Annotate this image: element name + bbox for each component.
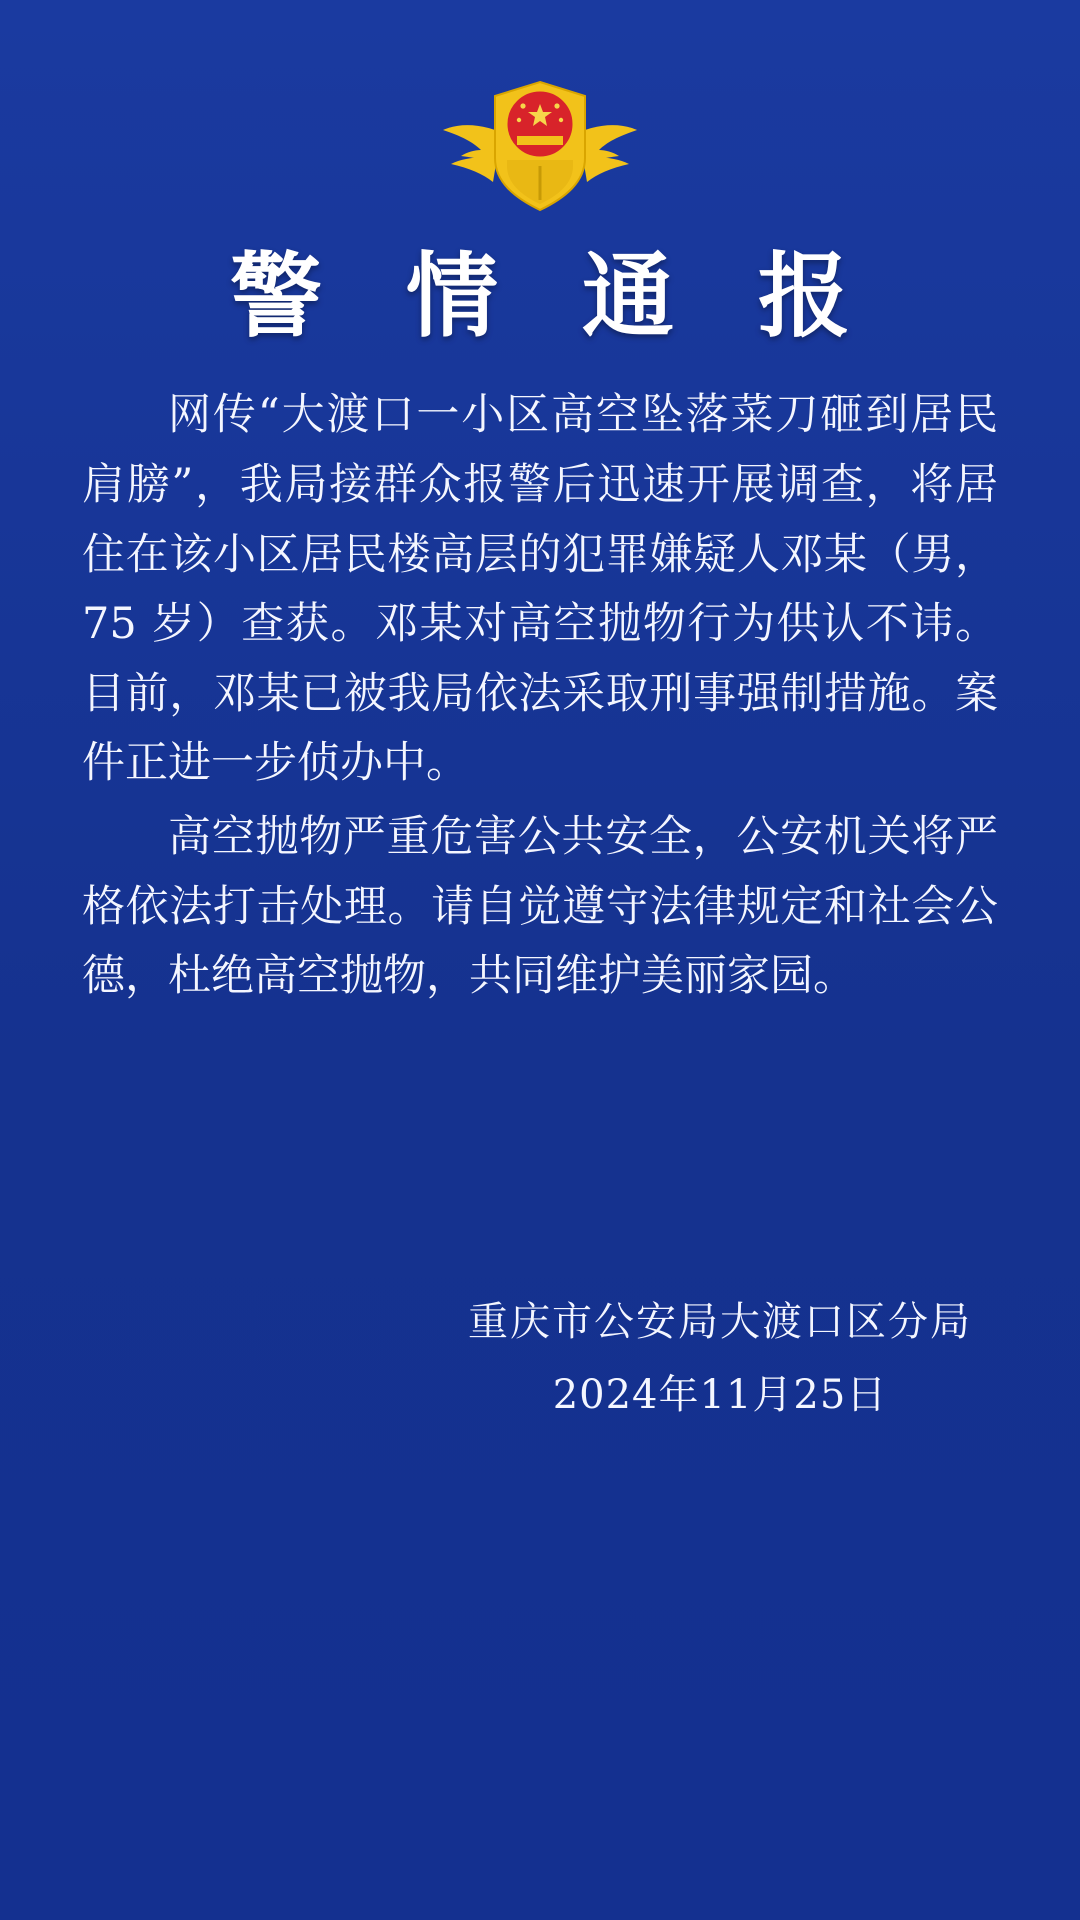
emblem-container [0,0,1080,222]
paragraph-1: 网传“大渡口一小区高空坠落菜刀砸到居民肩膀”，我局接群众报警后迅速开展调查，将居住在该小区居民楼高层的犯罪嫌疑人邓某（男，75 岁）查获。邓某对高空抛物行为供认不讳。目前，邓某已被我局依法采取刑事强制措施。案件正进一步侦办中。 [82,390,998,789]
issuing-department: 重庆市公安局大渡口区分局 [468,1299,972,1345]
signature-block [468,1290,972,1428]
notice-body [82,381,998,1012]
china-police-badge-icon [435,62,645,222]
issue-date: 2024年11月25日 [552,1371,888,1418]
page-title: 警 情 通 报 [229,242,877,350]
paragraph-2: 高空抛物严重危害公共安全，公安机关将严格依法打击处理。请自觉遵守法律规定和社会公德，杜绝高空抛物，共同维护美丽家园。 [82,812,998,1002]
